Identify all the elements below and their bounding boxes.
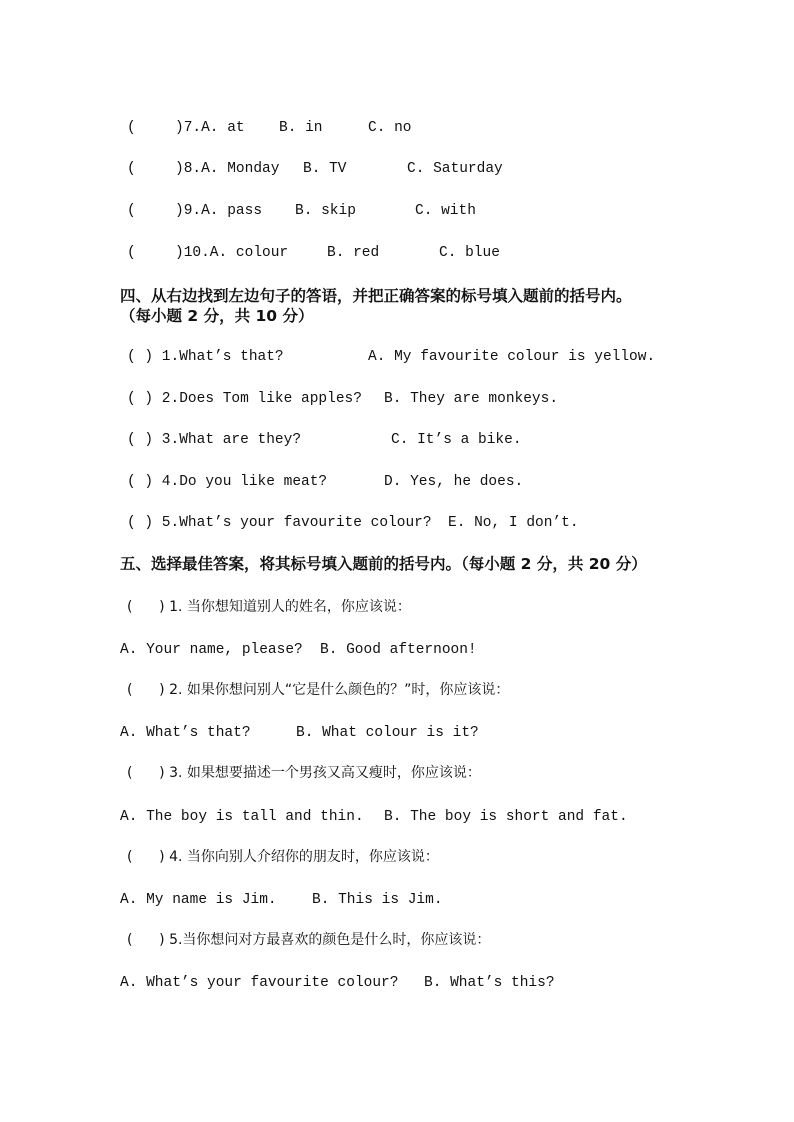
option-b: B. Good afternoon! bbox=[320, 642, 477, 658]
option-c: C. blue bbox=[439, 245, 500, 261]
matching-question: ( ) 5.What’s your favourite colour? bbox=[127, 515, 432, 531]
option-a: A. What’s that? bbox=[120, 725, 251, 741]
matching-row-4 bbox=[0, 471, 524, 493]
answer-bracket: ( bbox=[127, 161, 136, 177]
matching-question: ( ) 2.Does Tom like apples? bbox=[127, 391, 362, 407]
option-a: A. My name is Jim. bbox=[120, 892, 277, 908]
option-b: B. This is Jim. bbox=[312, 892, 443, 908]
question-stem: )10.A. colour bbox=[175, 245, 289, 261]
matching-question: ( ) 1.What’s that? bbox=[127, 349, 284, 365]
option-b: B. The boy is short and fat. bbox=[384, 809, 628, 825]
situational-question-4: ( ) 4. 当你向别人介绍你的朋友时，你应该说： bbox=[127, 849, 439, 865]
matching-answer: D. Yes, he does. bbox=[384, 474, 524, 490]
matching-row-1 bbox=[0, 346, 656, 368]
matching-answer: A. My favourite colour is yellow. bbox=[368, 349, 656, 365]
matching-row-2 bbox=[0, 388, 559, 410]
situational-question-1: ( ) 1. 当你想知道别人的姓名，你应该说： bbox=[127, 599, 411, 615]
question-9 bbox=[0, 200, 476, 222]
situational-options-5 bbox=[0, 972, 555, 994]
section-4-heading: 四、从右边找到左边句子的答语，并把正确答案的标号填入题前的括号内。 bbox=[120, 287, 632, 305]
situational-options-1 bbox=[0, 639, 477, 661]
option-c: C. Saturday bbox=[407, 161, 503, 177]
situational-options-4 bbox=[0, 889, 443, 911]
section-4-scoring: （每小题 2 分，共 10 分） bbox=[120, 307, 314, 325]
matching-question: ( ) 3.What are they? bbox=[127, 432, 302, 448]
option-b: B. What’s this? bbox=[424, 975, 555, 991]
option-a: A. What’s your favourite colour? bbox=[120, 975, 399, 991]
question-stem: )9.A. pass bbox=[175, 203, 263, 219]
matching-question: ( ) 4.Do you like meat? bbox=[127, 474, 328, 490]
option-b: B. What colour is it? bbox=[296, 725, 479, 741]
option-c: C. with bbox=[415, 203, 476, 219]
question-7 bbox=[0, 117, 412, 139]
situational-question-5: ( ) 5.当你想问对方最喜欢的颜色是什么时，你应该说： bbox=[127, 932, 491, 948]
question-10 bbox=[0, 242, 500, 264]
section-5-heading: 五、选择最佳答案，将其标号填入题前的括号内。（每小题 2 分，共 20 分） bbox=[120, 555, 647, 573]
situational-options-2 bbox=[0, 722, 479, 744]
option-a: A. Your name, please? bbox=[120, 642, 303, 658]
question-stem: )8.A. Monday bbox=[175, 161, 280, 177]
matching-answer: E. No, I don’t. bbox=[448, 515, 579, 531]
answer-bracket: ( bbox=[127, 120, 136, 136]
situational-question-2: ( ) 2. 如果你想问别人“它是什么颜色的？”时，你应该说： bbox=[127, 682, 510, 698]
option-a: A. The boy is tall and thin. bbox=[120, 809, 364, 825]
option-b: B. red bbox=[327, 245, 380, 261]
matching-answer: B. They are monkeys. bbox=[384, 391, 559, 407]
question-8 bbox=[0, 158, 503, 180]
situational-options-3 bbox=[0, 806, 628, 828]
situational-question-3: ( ) 3. 如果想要描述一个男孩又高又瘦时，你应该说： bbox=[127, 765, 481, 781]
matching-row-5 bbox=[0, 512, 579, 534]
matching-row-3 bbox=[0, 429, 522, 451]
matching-answer: C. It’s a bike. bbox=[391, 432, 522, 448]
option-b: B. TV bbox=[303, 161, 347, 177]
question-stem: )7.A. at bbox=[175, 120, 245, 136]
answer-bracket: ( bbox=[127, 203, 136, 219]
option-c: C. no bbox=[368, 120, 412, 136]
option-b: B. in bbox=[279, 120, 323, 136]
option-b: B. skip bbox=[295, 203, 356, 219]
answer-bracket: ( bbox=[127, 245, 136, 261]
